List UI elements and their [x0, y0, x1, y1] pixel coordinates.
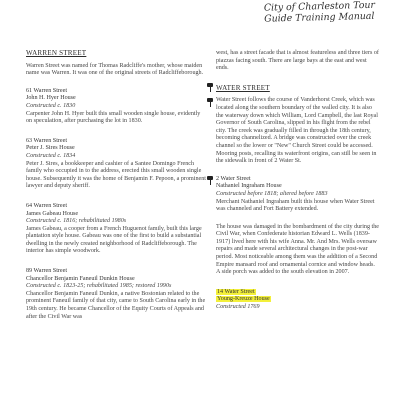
entry-house-name-highlighted: Young-Kreuze House [217, 296, 270, 303]
pin-icon [206, 83, 214, 92]
entry-14-water [216, 289, 380, 312]
entry-construction-date: Constructed c. 1830 [26, 102, 76, 109]
section-title-water-street: WATER STREET [216, 83, 270, 92]
entry-description: Merchant Nathaniel Ingraham built this house when Water Street was channeled and Fort Battery extended. [216, 198, 375, 213]
entry-house-name: Peter J. Sires House [26, 145, 75, 152]
entry-64-warren [26, 203, 207, 256]
continuation-text: west, has a street facade that is almost featureless and three tiers of piazzas facing south. There are large bays at the east and west ends. [216, 50, 379, 72]
pin-icon [206, 98, 214, 107]
right-column [216, 50, 380, 312]
handwritten-header-note [264, 0, 391, 25]
header-note-line-2: Guide Training Manual [264, 10, 375, 25]
entry-house-name: Nathaniel Ingraham House [216, 183, 282, 190]
entry-address: 89 Warren Street [26, 268, 68, 275]
entry-construction-date: Constructed c. 1823-25; rehabilitated 1985; restored 1990s [26, 283, 172, 290]
entry-description: Chancellor Benjamin Faneuil Dunkin, a native Bostonian related to the prominent Faneuil family of that city, came to South Carolina early in the 19th century. He became Chancellor of the Equity Courts of Appeals and after the Civil War was [26, 290, 206, 320]
entry-61-warren [26, 88, 207, 126]
section-title-warren-street: WARREN STREET [26, 49, 87, 57]
entry-63-warren [26, 138, 207, 191]
pin-icon [206, 176, 214, 185]
entry-description: Peter J. Sires, a bookkeeper and cashier of a Santee Domingo French family who occupied in to the address, erected this small wooden single house. Subsequently it was the home of Benjamin F. Pepoon, a prominent lawyer and deputy sheriff. [26, 160, 206, 190]
entry-house-name: Chancellor Benjamin Faneuil Dunkin House [26, 275, 135, 282]
entry-89-warren [26, 268, 207, 321]
entry-construction-date: Constructed 1769 [216, 304, 260, 311]
entry-address-highlighted: 14 Water Street [217, 288, 255, 295]
entry-construction-date: Constructed c. 1834 [26, 152, 76, 159]
header-note-line-1: City of Charleston Tour [263, 0, 376, 14]
entry-construction-date: Constructed before 1818; altered before 1883 [216, 190, 328, 197]
entry-description: Carpenter John H. Hyer built this small wooden single house, evidently on speculation, after purchasing the lot in 1830. [26, 110, 201, 125]
entry-2-water [216, 176, 380, 277]
entry-house-name: John H. Hyer House [26, 95, 76, 102]
entry-house-name: James Gabeau House [26, 210, 79, 217]
entry-construction-date: Constructed c. 1816; rehabilitated 1980s [26, 218, 127, 225]
water-street-intro: Water Street follows the course of Vanderhorst Creek, which was located along the southern boundary of the walled city. It is also the waterway down which William, Lord Campbell, the last Royal Governor of South Carolina, slipped in his flight from the rebel city. The creek was gradually filled in through the 18th century, becoming channelized. A bridge was constructed over the creek channel so the lower or "New" Church Street could be accessed. Mooring posts, recalling its waterfront origins, can still be seen in the sidewalk in front of 2 Water St. [216, 97, 378, 165]
entry-description-continued: The house was damaged in the bombardment of the city during the Civil War, when Confederate historian Edward L. Wells (1839-1917) lived here with his wife Anna. Mr. And Mrs. Wells oversaw repairs and made several architectural changes in the post-war period. Most noticeable among them was the addition of a Second Empire mansard roof and ornamental cornice and window heads. A side porch was added to the south elevation in 2007. [216, 223, 379, 276]
entry-address: 64 Warren Street [26, 202, 68, 209]
warren-street-intro: Warren Street was named for Thomas Radcliffe's mother, whose maiden name was Warren. It was one of the original streets of Radcliffeborough. [26, 62, 204, 77]
entry-address: 61 Warren Street [26, 87, 68, 94]
left-column [26, 50, 207, 325]
entry-address: 63 Warren Street [26, 137, 68, 144]
entry-address: 2 Water Street [216, 175, 251, 182]
entry-description: James Gabeau, a cooper from a French Huguenot family, built this large plantation style house. Gabeau was one of the first to build a substantial dwelling in the newly created neighborhood of Radcliffeborough. The interior has simple woodwork. [26, 225, 202, 255]
